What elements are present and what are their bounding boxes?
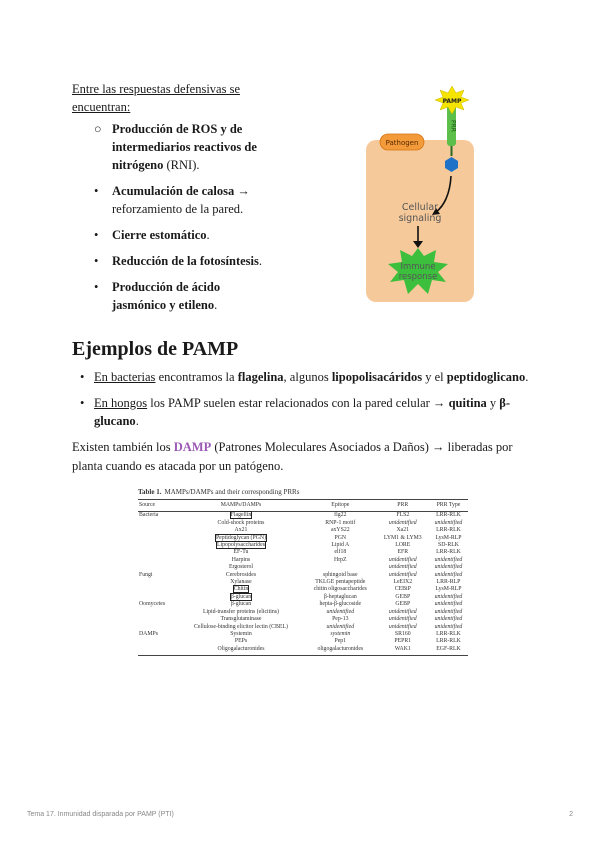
- table-row: [138, 549, 468, 556]
- table-cell-text: Peptidoglycan (PGN): [215, 534, 267, 541]
- list-item: • Reducción de la fotosíntesis.: [94, 254, 262, 268]
- table-cell: [377, 616, 429, 623]
- table-cell-text: Lipopolysaccharides: [217, 542, 265, 549]
- table-cell: [138, 527, 178, 534]
- table-cell: RNP-1 motif: [325, 519, 356, 526]
- list-item-bacteria: • En bacterias encontramos la flagelina, algunos lipopolisacáridos y el peptidoglicano.: [80, 370, 529, 384]
- table-cell: Xylanase: [230, 579, 252, 586]
- table-cell: β-glucan: [230, 601, 252, 608]
- table-cell: [138, 594, 178, 601]
- table-row: [138, 557, 468, 564]
- pamp-examples-list: [72, 368, 532, 438]
- defense-list: [72, 120, 272, 314]
- table-cell: [429, 564, 468, 571]
- pamp-star-icon: [435, 86, 469, 114]
- table-cell: [138, 609, 178, 616]
- table-cell-text: unidentified: [434, 571, 463, 578]
- table-cell: Pep-13: [332, 616, 349, 623]
- table-cell-text: unidentified: [326, 608, 355, 615]
- table-cell: PEPR1: [394, 638, 412, 645]
- table-row: [138, 616, 468, 623]
- table-cell-text: unidentified: [434, 593, 463, 600]
- table-cell: Systemin: [230, 630, 252, 637]
- table-cell: [429, 624, 468, 631]
- table-cell: sphingoid base: [322, 571, 358, 578]
- table-cell-text: unidentified: [388, 564, 417, 571]
- table-row: [138, 572, 468, 579]
- table-cell: [377, 572, 429, 579]
- table-cell: [138, 557, 178, 564]
- table-row: [138, 512, 468, 520]
- table-cell: [138, 638, 178, 645]
- svg-text:signaling: signaling: [398, 213, 442, 224]
- table-cell-text: unidentified: [434, 608, 463, 615]
- table-cell: [138, 520, 178, 527]
- table-cell: [429, 616, 468, 623]
- svg-text:Immune: Immune: [400, 262, 436, 272]
- table-cell: [138, 624, 178, 631]
- table-cell-text: systemin: [330, 630, 351, 637]
- table-cell: [178, 535, 304, 542]
- table-cell: EF-Tu: [233, 549, 249, 556]
- table-cell: DAMPs: [139, 630, 159, 637]
- table-cell: LysM-RLP: [435, 586, 462, 593]
- table-cell: WAK1: [377, 646, 429, 656]
- table-cell: PEPs: [234, 638, 248, 645]
- table-row: [138, 542, 468, 549]
- table-cell: CEBiP: [394, 586, 411, 593]
- table-cell: Harpins: [231, 556, 251, 563]
- table-cell: [429, 572, 468, 579]
- table-cell: Bacteria: [139, 512, 159, 519]
- intro-title: Entre las respuestas defensivas se encuentran:: [72, 82, 240, 114]
- table-cell: LYM1 & LYM3: [383, 534, 422, 541]
- table-cell: Oomycetes: [139, 601, 166, 608]
- pathogen-icon: [380, 134, 424, 150]
- table-cell: Oligogalacturonides: [178, 646, 304, 656]
- table-cell: hepta-β-glucoside: [319, 601, 362, 608]
- table-cell: Cerebrosides: [225, 571, 257, 578]
- table-cell: FLS2: [396, 512, 410, 519]
- table-cell: [178, 512, 304, 520]
- damp-term: DAMP: [173, 440, 212, 454]
- table-cell: [178, 594, 304, 601]
- table-cell-text: unidentified: [388, 616, 417, 623]
- table-cell: [377, 520, 429, 527]
- table-cell: [138, 549, 178, 556]
- table-cell: LysM-RLP: [435, 534, 462, 541]
- table-cell: Ax21: [234, 527, 248, 534]
- table-cell: [138, 542, 178, 549]
- svg-text:PRR: PRR: [449, 120, 457, 132]
- column-header: PRR: [377, 500, 429, 512]
- list-item: • Producción de ácido jasmónico y etileno.: [94, 280, 221, 312]
- table-cell: Lipid-transfer proteins (elicitins): [202, 608, 279, 615]
- table-row: [138, 527, 468, 534]
- table-cell: elf18: [334, 549, 347, 556]
- table-cell: Cold-shock proteins: [217, 519, 265, 526]
- table-cell-text: unidentified: [326, 623, 355, 630]
- footer-title: Tema 17. Inmunidad disparada por PAMP (PTI): [27, 811, 174, 818]
- list-item: • Cierre estomático.: [94, 228, 210, 242]
- page-number: 2: [569, 811, 573, 818]
- table-cell: [178, 542, 304, 549]
- page-footer: [27, 811, 573, 818]
- table-cell: [429, 609, 468, 616]
- table-cell-text: unidentified: [434, 601, 463, 608]
- table-cell: chitin oligosaccharides: [313, 586, 367, 593]
- table-row: [138, 646, 468, 656]
- section-title: Ejemplos de PAMP: [72, 338, 239, 360]
- table-cell: Lipid A: [331, 542, 350, 549]
- table-cell: [377, 564, 429, 571]
- table-cell: [138, 564, 178, 571]
- table-cell: Transglutaminase: [220, 616, 262, 623]
- column-header: MAMPs/DAMPs: [178, 500, 304, 512]
- svg-text:PAMP: PAMP: [442, 98, 462, 105]
- table-row: [138, 579, 468, 586]
- defense-responses-block: [72, 80, 272, 322]
- table-cell: [304, 609, 377, 616]
- table-cell: flg22: [334, 512, 347, 519]
- list-item: ○ Producción de ROS y de intermediarios reactivos de nitrógeno (RNI).: [94, 122, 257, 172]
- table-cell: GEBP: [395, 601, 411, 608]
- table-cell: EGF-RLK: [429, 646, 468, 656]
- table-cell: [429, 520, 468, 527]
- table-cell: LRR-RLK: [436, 630, 461, 637]
- table-cell: oligogalacturonides: [304, 646, 377, 656]
- table-cell: β-heptaglucan: [323, 593, 357, 600]
- table-row: [138, 624, 468, 631]
- table-row: [138, 520, 468, 527]
- table-cell: Fungi: [139, 571, 153, 578]
- table-cell-text: unidentified: [388, 571, 417, 578]
- table-body: [138, 512, 468, 656]
- table-cell: LRR-RLK: [436, 512, 461, 519]
- table-cell: axYS22: [330, 527, 350, 534]
- table-cell: Cellulose-binding elicitor lectin (CBEL): [194, 623, 288, 630]
- table-cell: [178, 586, 304, 593]
- damp-paragraph: Existen también los DAMP (Patrones Moleculares Asociados a Daños) → liberadas por planta cuando es atacada por un patógeno.: [72, 440, 513, 473]
- table-cell: [304, 631, 377, 638]
- table-cell: [304, 564, 377, 571]
- table-row: [138, 594, 468, 601]
- table-cell-text: β-glucan: [230, 593, 252, 600]
- table-cell: LRR-RLP: [436, 579, 461, 586]
- table-cell-text: unidentified: [388, 623, 417, 630]
- table-cell: [138, 616, 178, 623]
- table-cell-text: unidentified: [388, 608, 417, 615]
- table-cell: HrpZ: [334, 556, 347, 563]
- column-header: Source: [138, 500, 178, 512]
- table-header-row: [138, 500, 468, 512]
- table-cell: [377, 624, 429, 631]
- table-cell-text: unidentified: [434, 623, 463, 630]
- table-row: [138, 609, 468, 616]
- table-cell: [304, 624, 377, 631]
- mamps-prr-table: [138, 488, 468, 780]
- table-cell: Pep1: [334, 638, 347, 645]
- table-cell-text: unidentified: [434, 556, 463, 563]
- table-cell: LeEIX2: [393, 579, 413, 586]
- pti-signaling-figure: [352, 84, 480, 302]
- table-cell: SR160: [394, 630, 411, 637]
- table-cell: GEBP: [395, 593, 411, 600]
- svg-text:Pathogen: Pathogen: [385, 139, 419, 147]
- table-cell: PGN: [334, 534, 347, 541]
- table-cell: Ergosterol: [228, 564, 253, 571]
- table-cell: [138, 579, 178, 586]
- table-cell-text: unidentified: [434, 564, 463, 571]
- table-cell-text: Flagellin: [230, 512, 252, 519]
- list-item: • Acumulación de calosa → reforzamiento de la pared.: [94, 184, 250, 216]
- table-row: [138, 638, 468, 645]
- table-cell-text: Chitin: [233, 586, 249, 593]
- table-cell: [429, 601, 468, 608]
- table-cell: LRR-RLK: [436, 527, 461, 534]
- table-row: [138, 586, 468, 593]
- list-item-fungi: • En hongos los PAMP suelen estar relacionados con la pared celular → quitina y β-glucano.: [80, 396, 511, 428]
- table-cell-text: unidentified: [388, 519, 417, 526]
- table-cell: [138, 646, 178, 656]
- table-cell: SD-RLK: [438, 542, 459, 549]
- table-cell: TKLGE pentapeptide: [315, 579, 366, 586]
- table-cell-text: unidentified: [434, 519, 463, 526]
- table-cell: LORE: [395, 542, 411, 549]
- table-cell: LRR-RLK: [436, 638, 461, 645]
- table-cell: LRR-RLK: [436, 549, 461, 556]
- svg-text:response: response: [398, 272, 438, 282]
- table-row: [138, 564, 468, 571]
- table-cell-text: unidentified: [388, 556, 417, 563]
- table-row: [138, 631, 468, 638]
- table-cell-text: unidentified: [434, 616, 463, 623]
- svg-text:Cellular: Cellular: [401, 202, 439, 213]
- table-cell: EFR: [397, 549, 409, 556]
- table-row: [138, 535, 468, 542]
- table-row: [138, 601, 468, 608]
- table-cell: Xa21: [396, 527, 410, 534]
- table-caption: Table 1. MAMPs/DAMPs and their corresponding PRRs: [138, 488, 300, 496]
- table-cell: [138, 586, 178, 593]
- table-cell: [138, 535, 178, 542]
- table-cell: [377, 609, 429, 616]
- column-header: PRR Type: [429, 500, 468, 512]
- column-header: Epitope: [304, 500, 377, 512]
